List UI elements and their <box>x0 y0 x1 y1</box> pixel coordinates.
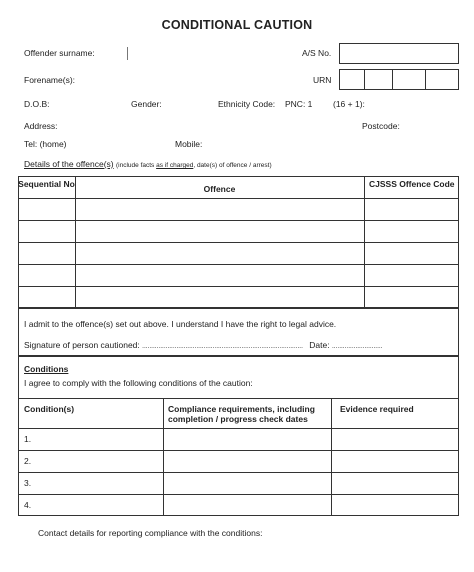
urn-divider <box>364 69 365 90</box>
condition-row-number: 2. <box>24 456 32 466</box>
offences-heading-line <box>24 159 272 169</box>
conditions-table-top <box>18 398 459 399</box>
table-row-divider <box>18 264 459 265</box>
condition-row-number: 4. <box>24 500 32 510</box>
table-row-divider <box>18 242 459 243</box>
contact-details-label: Contact details for reporting compliance with the conditions: <box>38 528 263 538</box>
date-label: Date: <box>309 340 330 350</box>
offences-note-prefix: (include facts <box>116 162 157 169</box>
table-row-divider <box>18 198 459 199</box>
form-title: CONDITIONAL CAUTION <box>161 18 313 32</box>
pnc-check-label: (16 + 1): <box>333 99 365 109</box>
table-row-divider <box>18 220 459 221</box>
text-cursor <box>127 47 128 60</box>
admission-statement: I admit to the offence(s) set out above. I understand I have the right to legal advice. <box>24 319 337 329</box>
date-field[interactable]: ............................ <box>331 343 383 350</box>
dob-label: D.O.B: <box>24 99 50 109</box>
col-offence: Offence <box>203 184 236 194</box>
urn-divider <box>425 69 426 90</box>
conditions-agreement: I agree to comply with the following conditions of the caution: <box>24 378 253 388</box>
offences-note-underlined: as if charged <box>156 162 194 169</box>
urn-field[interactable] <box>339 69 459 90</box>
col-conditions: Condition(s) <box>24 404 75 414</box>
col-evidence: Evidence required <box>340 404 414 414</box>
urn-divider <box>392 69 393 90</box>
conditions-row-divider <box>18 472 459 473</box>
tel-home-label: Tel: (home) <box>24 139 67 149</box>
conditions-row-divider <box>18 494 459 495</box>
conditions-col-divider <box>163 398 164 516</box>
postcode-label: Postcode: <box>362 121 400 131</box>
mobile-label: Mobile: <box>175 139 203 149</box>
forenames-label: Forename(s): <box>24 75 76 85</box>
table-row-divider <box>18 286 459 287</box>
offender-surname-label: Offender surname: <box>24 48 95 58</box>
col-compliance: Compliance requirements, including completion / progress check dates <box>168 404 315 424</box>
as-no-label: A/S No. <box>302 48 332 58</box>
offences-note-suffix: , date(s) of offence / arrest) <box>193 162 272 169</box>
signature-label: Signature of person cautioned: <box>24 340 140 350</box>
address-label: Address: <box>24 121 58 131</box>
signature-line <box>24 340 383 350</box>
conditions-row-divider <box>18 428 459 429</box>
ethnicity-label: Ethnicity Code: <box>218 99 276 109</box>
gender-label: Gender: <box>131 99 162 109</box>
condition-row-number: 3. <box>24 478 32 488</box>
signature-field[interactable]: ......................................................................................... <box>142 343 303 350</box>
conditions-col-divider <box>331 398 332 516</box>
condition-row-number: 1. <box>24 434 32 444</box>
pnc-label: PNC: 1 <box>285 99 313 109</box>
urn-label: URN <box>313 75 332 85</box>
conditions-heading: Conditions <box>24 364 69 374</box>
as-no-field[interactable] <box>339 43 459 64</box>
col-sequential-no: Sequential No <box>18 179 75 189</box>
offences-heading: Details of the offence(s) <box>24 159 114 169</box>
col-cjsss-code: CJSSS Offence Code <box>369 179 455 189</box>
conditions-row-divider <box>18 450 459 451</box>
